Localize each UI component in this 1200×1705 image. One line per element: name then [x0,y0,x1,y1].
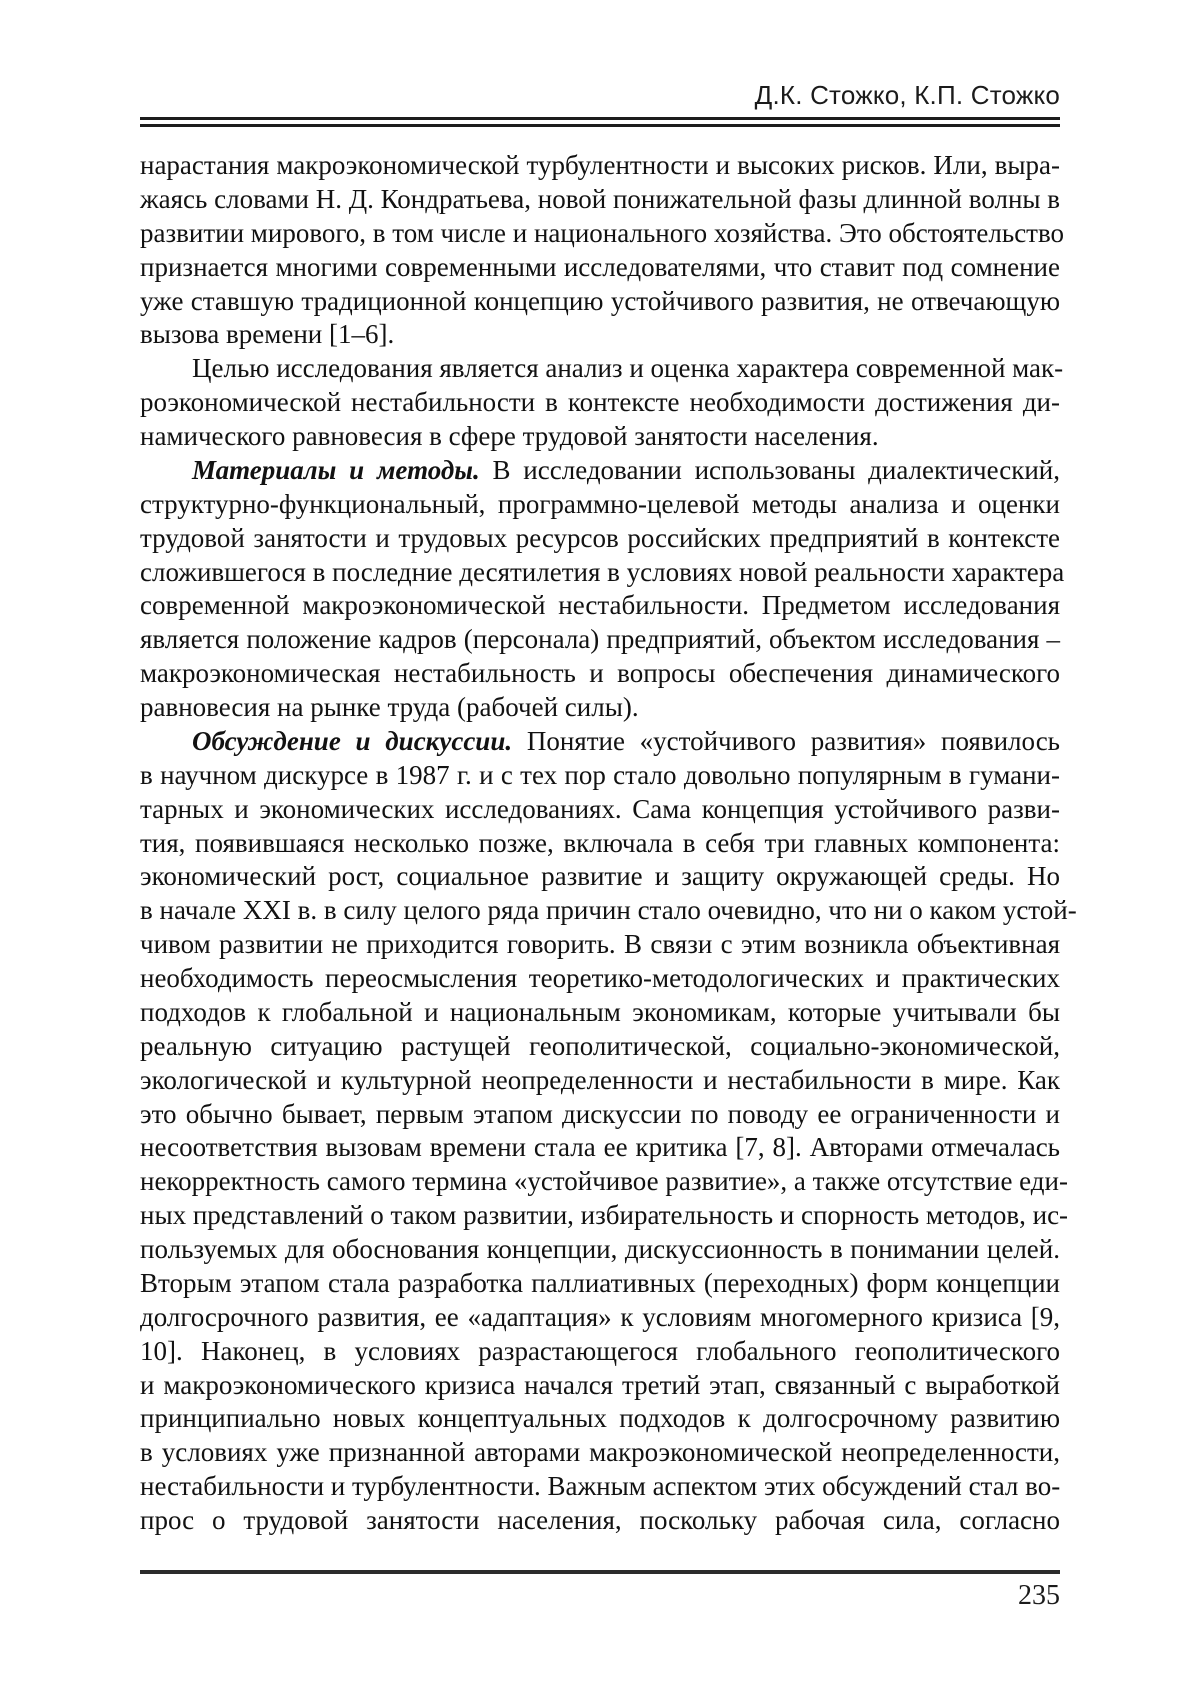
text-run: Целью исследования является анализ и оценка характера современной мак- [192,353,1064,384]
text-line [140,1335,1060,1369]
text-run: ных представлений о таком развитии, избирательность и спорность методов, ис- [140,1200,1069,1231]
text-run: структурно-функциональный, программно-целевой методы анализа и оценки [140,488,1060,519]
text-line [140,1301,1060,1335]
text-run: роэкономической нестабильности в контексте необходимости достижения ди- [140,387,1060,418]
text-run: нарастания макроэкономической турбулентности и высоких рисков. Или, выра- [140,150,1060,180]
paragraph [140,352,1064,454]
text-run: долгосрочного развития, ее «адаптация» к условиям многомерного кризиса [9, [140,1301,1060,1332]
text-run: современной макроэкономической нестабильности. Предметом исследования [140,590,1060,621]
text-run: Понятие «устойчивого развития» появилось [512,725,1060,756]
text-run: чивом развитии не приходится говорить. В связи с этим возникла объективная [140,929,1060,960]
text-run: экологической и культурной неопределенности и нестабильности в мире. Как [140,1064,1060,1095]
section-lead: Материалы и методы. [192,454,480,485]
text-run: прос о трудовой занятости населения, поскольку рабочая сила, согласно [140,1505,1060,1535]
text-run: трудовой занятости и трудовых ресурсов российских предприятий в контексте [140,522,1060,553]
text-line [140,928,1060,962]
header-rule [140,117,1060,127]
text-run: намического равновесия в сфере трудовой занятости населения. [140,421,879,451]
text-run: признается многими современными исследователями, что ставит под сомнение [140,251,1060,282]
text-line [140,1267,1060,1301]
text-run: несоответствия вызовам времени стала ее критика [7, 8]. Авторами отмечалась [140,1132,1060,1163]
text-line [140,623,1060,657]
text-line [140,285,1060,319]
section-lead: Обсуждение и дискуссии. [192,725,513,756]
text-run: пользуемых для обоснования концепции, дискуссионность в понимании целей. [140,1234,1060,1264]
text-line [140,793,1060,827]
text-line [140,217,1065,251]
text-run: подходов к глобальной и национальным экономикам, которые учитывали бы [140,996,1060,1027]
text-run: необходимость переосмысления теоретико-методологических и практических [140,963,1060,993]
text-run: 10]. Наконец, в условиях разрастающегося глобального геополитического [140,1335,1060,1366]
text-run: некорректность самого термина «устойчивое развитие», а также отсутствие еди- [140,1166,1068,1197]
text-run: экономический рост, социальное развитие и защиту окружающей среды. Но [140,861,1060,892]
paragraph [140,725,1077,1538]
text-run: тарных и экономических исследованиях. Сама концепция устойчивого разви- [140,793,1060,824]
text-line [140,657,1060,691]
paragraph [140,149,1065,352]
text-line [140,827,1060,861]
text-line [140,691,1060,725]
text-run: сложившегося в последние десятилетия в условиях новой реальности характера [140,556,1065,587]
page-number: 235 [1018,1580,1060,1611]
text-run: макроэкономическая нестабильность и вопросы обеспечения динамического [140,658,1060,689]
document-body [140,149,1077,1538]
text-line [140,1199,1069,1233]
text-line [140,1504,1060,1538]
text-line [140,1098,1060,1132]
text-line [140,1165,1068,1199]
text-line [140,996,1060,1030]
text-line [140,1436,1060,1470]
text-line [140,454,1060,488]
text-line [140,251,1060,285]
text-line [140,1233,1060,1267]
text-run: реальную ситуацию растущей геополитической, социально-экономической, [140,1030,1060,1061]
text-line [140,386,1060,420]
running-head-authors: Д.К. Стожко, К.П. Стожко [754,80,1060,110]
text-run: принципиально новых концептуальных подходов к долгосрочному развитию [140,1403,1060,1434]
text-run: уже ставшую традиционной концепцию устойчивого развития, не отвечающую [140,285,1060,316]
text-run: В исследовании использованы диалектический, [479,454,1060,485]
text-line [140,894,1077,928]
text-line [140,589,1060,623]
text-line [140,1131,1060,1165]
text-run: в научном дискурсе в 1987 г. и с тех пор стало довольно популярным в гумани- [140,759,1060,790]
text-run: в условиях уже признанной авторами макроэкономической неопределенности, [140,1437,1060,1468]
text-line [140,725,1060,759]
text-line [140,522,1060,556]
text-line [140,352,1064,386]
text-line [140,962,1060,996]
text-run: и макроэкономического кризиса начался третий этап, связанный с выработкой [140,1369,1060,1400]
footer-rule [140,1570,1060,1574]
text-line [140,556,1065,590]
text-line [140,1402,1060,1436]
text-line [140,1470,1060,1504]
text-run: в начале XXI в. в силу целого ряда причин стало очевидно, что ни о каком устой- [140,895,1077,926]
text-line [140,1369,1060,1403]
text-run: Вторым этапом стала разработка паллиативных (переходных) форм концепции [140,1267,1060,1298]
text-run: развитии мирового, в том числе и национального хозяйства. Это обстоятельство [140,217,1065,248]
text-run: жаясь словами Н. Д. Кондратьева, новой понижательной фазы длинной волны в [140,183,1061,214]
text-run: равновесия на рынке труда (рабочей силы). [140,692,639,722]
text-line [140,488,1060,522]
text-line [140,1030,1060,1064]
text-run: нестабильности и турбулентности. Важным аспектом этих обсуждений стал во- [140,1471,1061,1502]
text-line [140,318,1060,352]
text-line [140,860,1060,894]
text-run: тия, появившаяся несколько позже, включала в себя три главных компонента: [140,827,1060,858]
text-run: является положение кадров (персонала) предприятий, объектом исследования – [140,624,1060,655]
paragraph [140,454,1065,725]
text-line [140,1064,1060,1098]
text-run: это обычно бывает, первым этапом дискуссии по поводу ее ограниченности и [140,1098,1060,1129]
text-line [140,183,1060,217]
text-line [140,149,1060,183]
text-line [140,420,1060,454]
text-run: вызова времени [1–6]. [140,319,395,350]
text-line [140,759,1060,793]
